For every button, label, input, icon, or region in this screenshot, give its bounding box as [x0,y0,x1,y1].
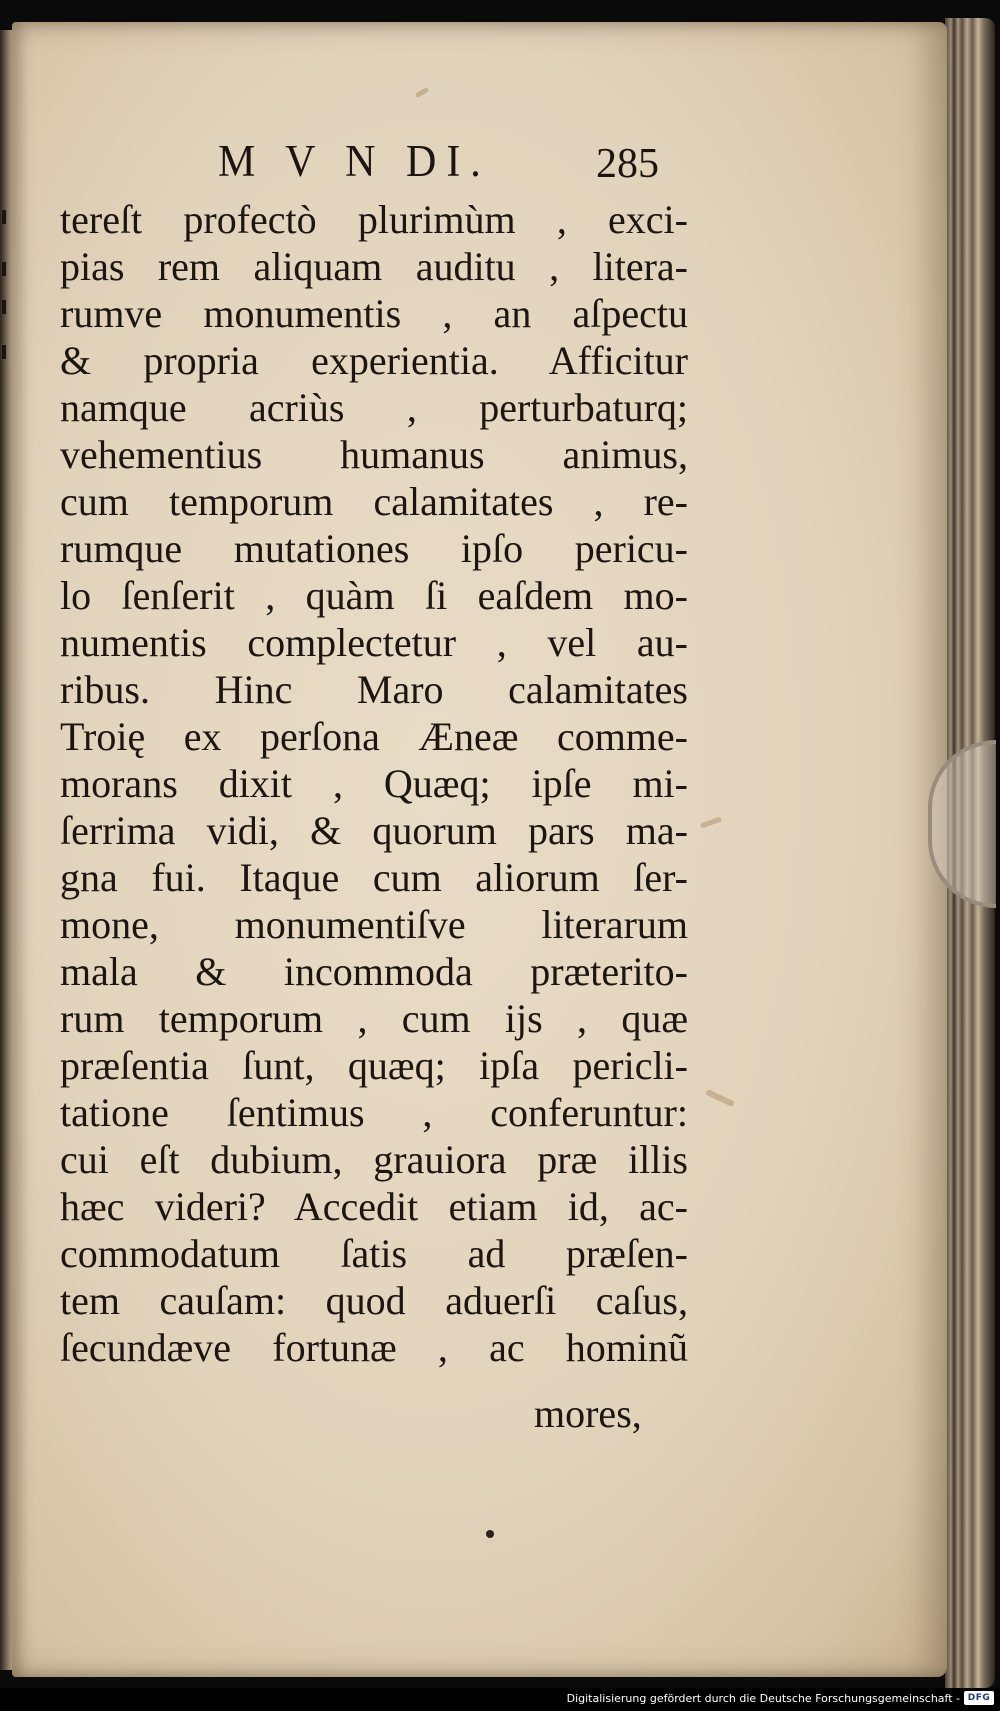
text-line: rumque mutationes ipſo pericu- [60,526,688,571]
text-line: hæc videri? Accedit etiam id, ac- [60,1184,688,1229]
page-number: 285 [596,141,659,187]
signature-dot [486,1530,494,1538]
catchword: mores, [534,1391,642,1436]
text-line: tem cauſam: quod aduerſi caſus, [60,1278,688,1323]
dfg-logo-text: DFG [967,1693,991,1703]
text-line: tereſt profectò plurimùm , exci- [60,197,688,242]
text-line: mone, monumentiſve literarum [60,902,688,947]
text-line: tatione ſentimus , conferuntur: [60,1090,688,1135]
text-line: rumve monumentis , an aſpectu [60,291,688,336]
text-line: gna fui. Itaque cum aliorum ſer- [60,855,688,900]
text-line: Troię ex perſona Æneæ comme- [60,714,688,759]
text-line: mala & incommoda præterito- [60,949,688,994]
text-line: ſecundæve fortunæ , ac hominũ [60,1325,688,1370]
text-line: morans dixit , Quæq; ipſe mi- [60,761,688,806]
text-line: cui eſt dubium, grauiora præ illis [60,1137,688,1182]
running-head: M V N DI. [218,137,491,187]
body-text [60,196,688,1371]
text-line: vehementius humanus animus, [60,432,688,477]
text-line: rum temporum , cum ijs , quæ [60,996,688,1041]
text-line: ſerrima vidi, & quorum pars ma- [60,808,688,853]
text-line: ribus. Hinc Maro calamitates [60,667,688,712]
text-line: cum temporum calamitates , re- [60,479,688,524]
text-line: pias rem aliquam auditu , litera- [60,244,688,289]
text-line: commodatum ſatis ad præſen- [60,1231,688,1276]
text-line: namque acriùs , perturbaturq; [60,385,688,430]
text-line: præſentia ſunt, quæq; ipſa pericli- [60,1043,688,1088]
dfg-logo [964,1691,994,1705]
text-line: numentis complectetur , vel au- [60,620,688,665]
digitization-credit: Digitalisierung gefördert durch die Deutsche Forschungsgemeinschaft - [566,1692,960,1705]
text-line: & propria experientia. Afficitur [60,338,688,383]
text-line: lo ſenſerit , quàm ſi eaſdem mo- [60,573,688,618]
